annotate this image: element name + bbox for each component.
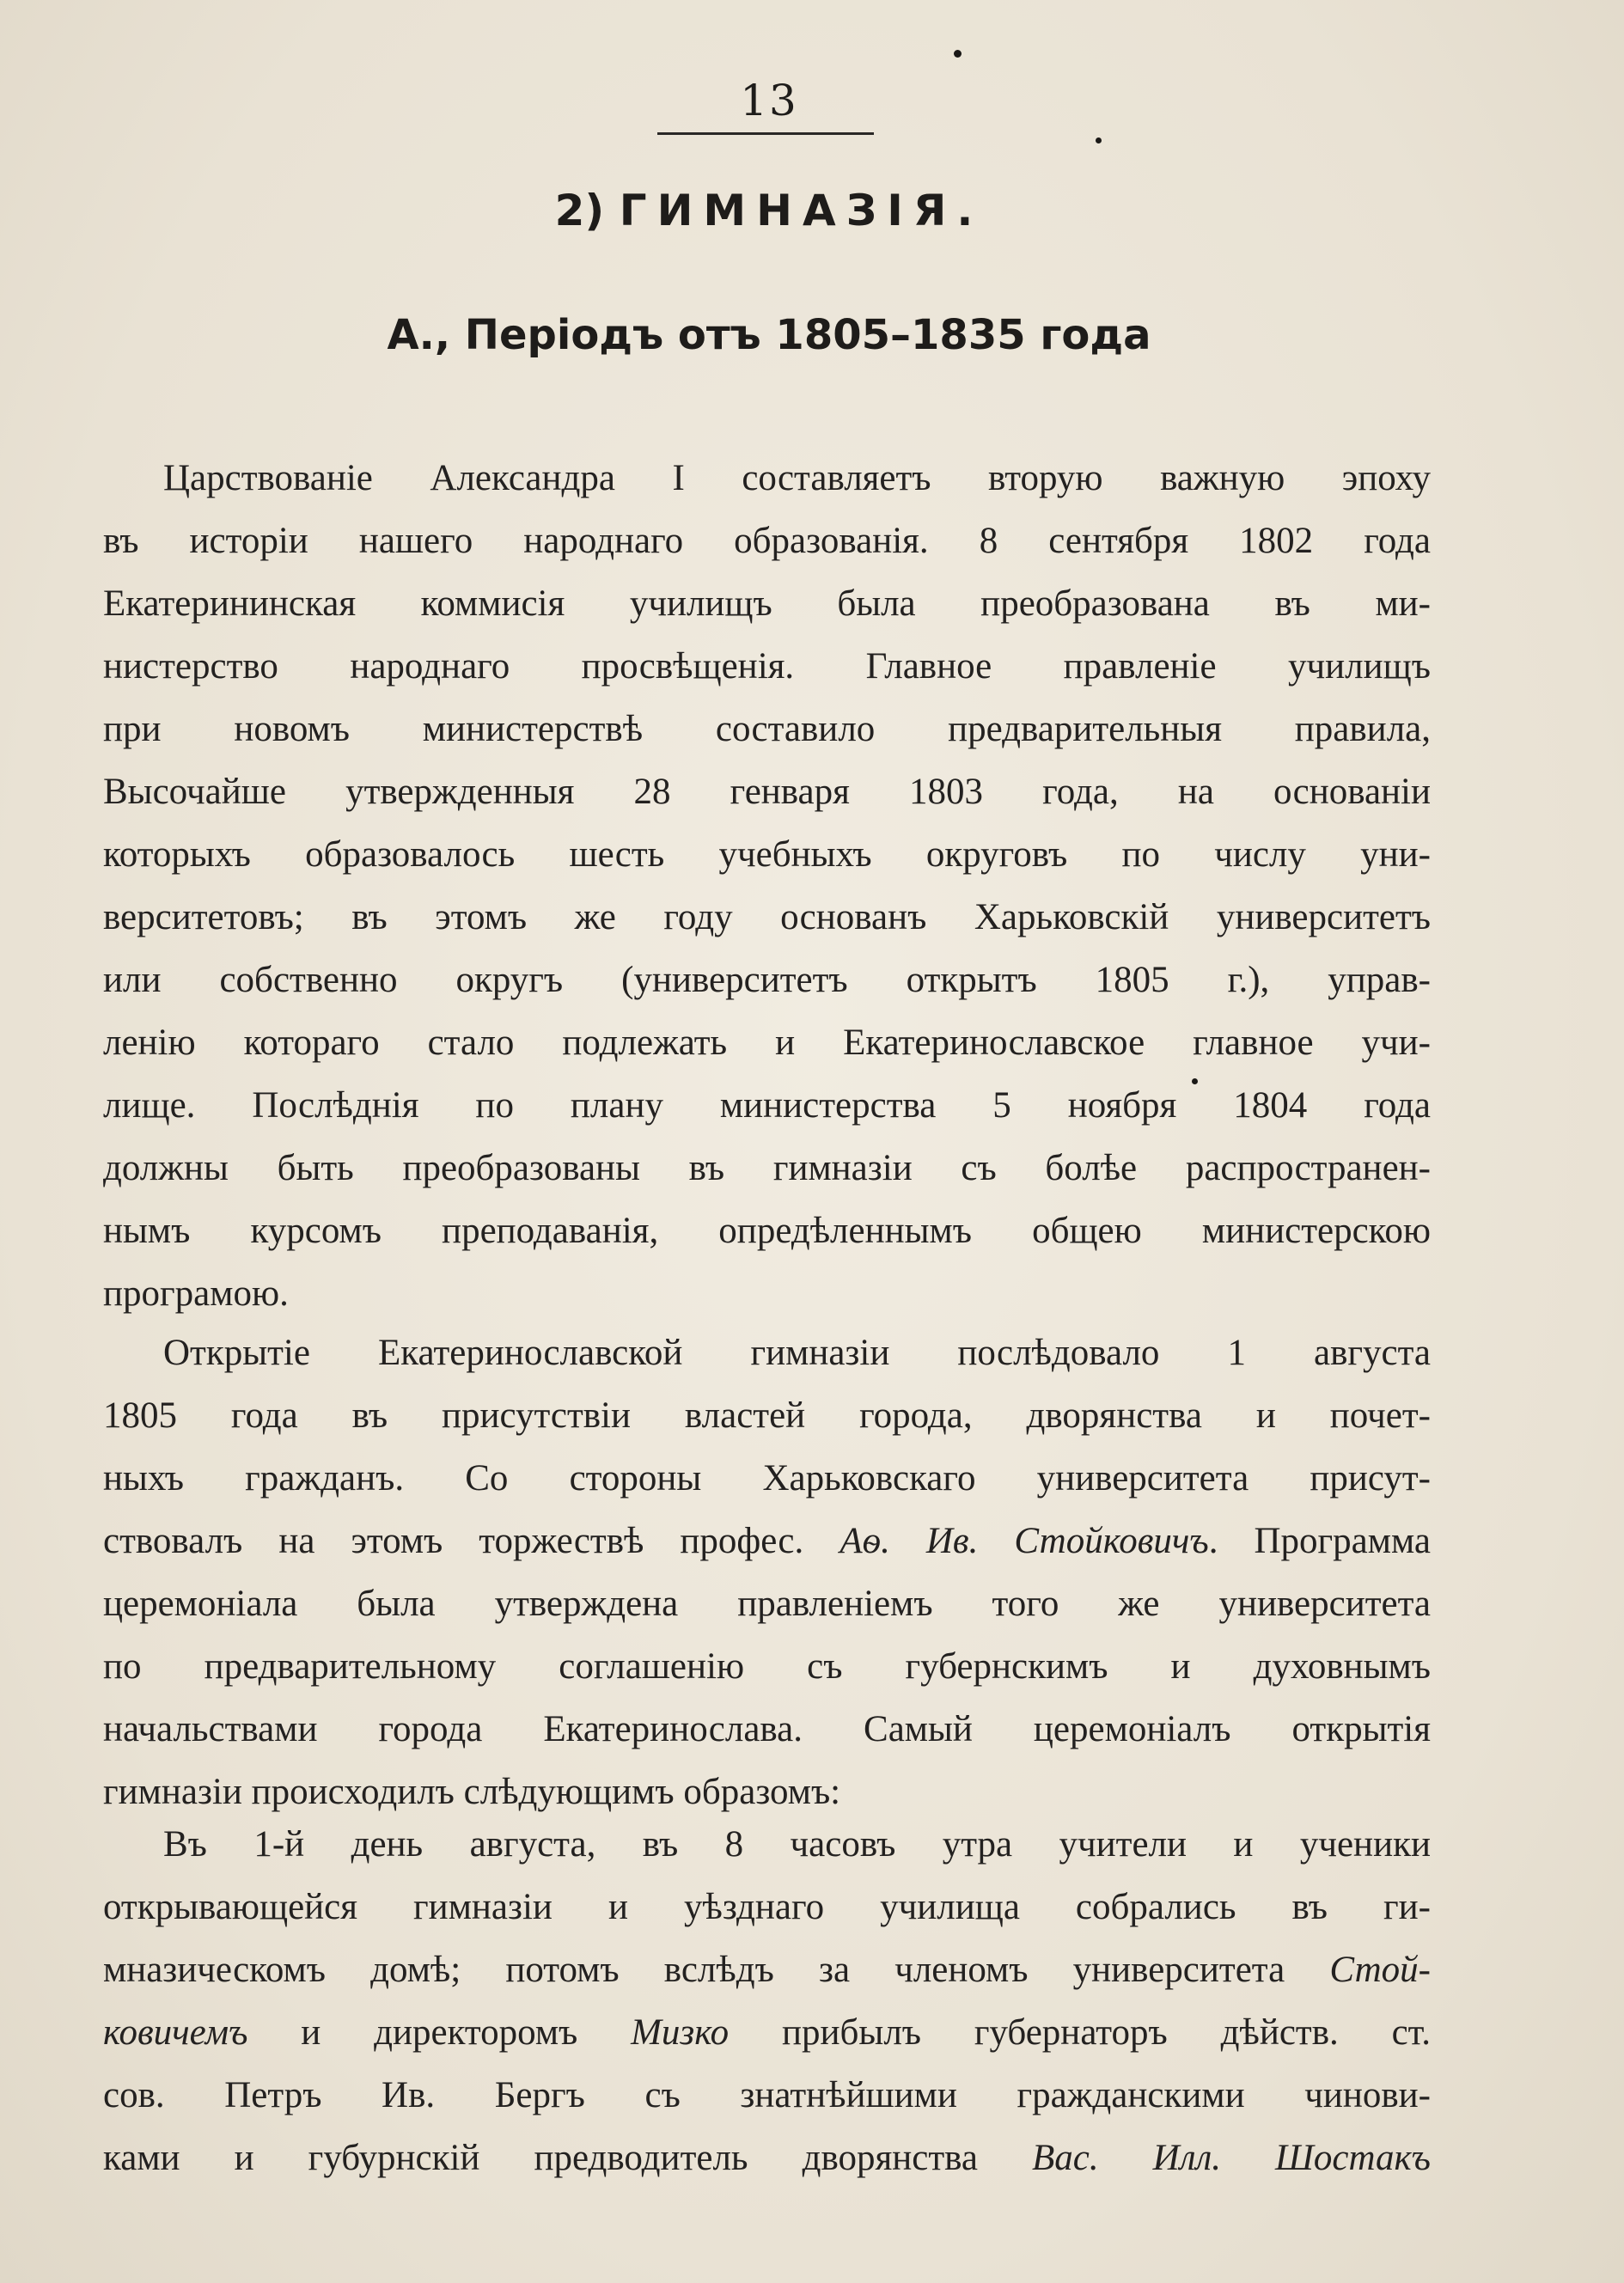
- text-line: [103, 2127, 1431, 2189]
- text-line: должны быть преобразованы въ гимназіи съ болѣе распространен-: [103, 1148, 1431, 1188]
- text-line: Высочайше утвержденныя 28 генваря 1803 года, на основаніи: [103, 772, 1431, 812]
- text-line: 1805 года въ присутствіи властей города, дворянства и почет-: [103, 1395, 1431, 1436]
- text-line: [103, 1510, 1431, 1572]
- page-number: 13: [740, 76, 798, 125]
- text-line: ленію котораго стало подлежать и Екатеринославское главное учи-: [103, 1022, 1431, 1063]
- text-line: програмою.: [103, 1273, 289, 1314]
- text-line: нистерство народнаго просвѣщенія. Главное правленіе училищъ: [103, 646, 1431, 687]
- page-number-rule: [657, 132, 874, 135]
- text-line: Царствованіе Александра I составляетъ вторую важную эпоху: [163, 458, 1431, 498]
- text-line: гимназіи происходилъ слѣдующимъ образомъ:: [103, 1772, 841, 1812]
- text-line: лище. Послѣднія по плану министерства 5 ноября 1804 года: [103, 1085, 1431, 1126]
- section-title-prefix: 2): [554, 186, 605, 235]
- person-name: ковичемъ: [103, 2012, 248, 2053]
- text-line: Екатерининская коммисія училищъ была преобразована въ ми-: [103, 583, 1431, 624]
- text-line: нымъ курсомъ преподаванія, опредѣленнымъ общею министерскою: [103, 1211, 1431, 1251]
- text-segment: мназическомъ домѣ; потомъ вслѣдъ за членомъ университета: [103, 1950, 1330, 1990]
- paragraph-2: [103, 1322, 1431, 1823]
- text-segment: ствовалъ на этомъ торжествѣ профес.: [103, 1521, 840, 1561]
- subsection-title: А., Періодъ отъ 1805–1835 года: [387, 311, 1151, 359]
- text-line: въ исторіи нашего народнаго образованія. 8 сентября 1802 года: [103, 521, 1431, 561]
- text-line: Въ 1-й день августа, въ 8 часовъ утра учители и ученики: [163, 1824, 1431, 1865]
- paragraph-3: [103, 1813, 1431, 2189]
- text-segment: и директоромъ: [247, 2012, 632, 2053]
- text-line: церемоніала была утверждена правленіемъ того же университета: [103, 1584, 1431, 1624]
- text-line: Открытіе Екатеринославской гимназіи послѣдовало 1 августа: [163, 1333, 1431, 1373]
- person-name: Мизко: [631, 2012, 730, 2053]
- section-title-word: ГИМНАЗІЯ.: [619, 186, 984, 235]
- text-line: которыхъ образовалось шесть учебныхъ округовъ по числу уни-: [103, 834, 1431, 875]
- text-line: [103, 1938, 1431, 2001]
- paragraph-1: [103, 447, 1431, 1325]
- text-line: сов. Петръ Ив. Бергъ съ знатнѣйшими гражданскими чинови-: [103, 2075, 1431, 2115]
- text-segment: . Программа: [1208, 1521, 1431, 1561]
- text-line: или собственно округъ (университетъ открытъ 1805 г.), управ-: [103, 960, 1431, 1000]
- text-line: при новомъ министерствѣ составило предварительныя правила,: [103, 709, 1431, 749]
- ink-speck: [1096, 137, 1102, 143]
- text-segment: ками и губурнскій предводитель дворянства: [103, 2138, 1033, 2178]
- text-line: начальствами города Екатеринослава. Самый церемоніалъ открытія: [103, 1709, 1431, 1749]
- text-line: [103, 2001, 1431, 2064]
- person-name: Аѳ. Ив. Стойковичъ: [839, 1521, 1209, 1561]
- text-segment: прибылъ губернаторъ дѣйств. ст.: [729, 2012, 1431, 2053]
- person-name: Вас. Илл. Шостакъ: [1032, 2138, 1431, 2178]
- text-line: открывающейся гимназіи и уѣзднаго училища собрались въ ги-: [103, 1887, 1431, 1927]
- text-line: ныхъ гражданъ. Со стороны Харьковскаго университета присут-: [103, 1458, 1431, 1499]
- person-name: Стой-: [1329, 1950, 1431, 1990]
- section-title: [0, 186, 1538, 235]
- text-line: по предварительному соглашенію съ губернскимъ и духовнымъ: [103, 1646, 1431, 1687]
- text-line: верситетовъ; въ этомъ же году основанъ Харьковскій университетъ: [103, 897, 1431, 937]
- ink-speck: [954, 50, 962, 58]
